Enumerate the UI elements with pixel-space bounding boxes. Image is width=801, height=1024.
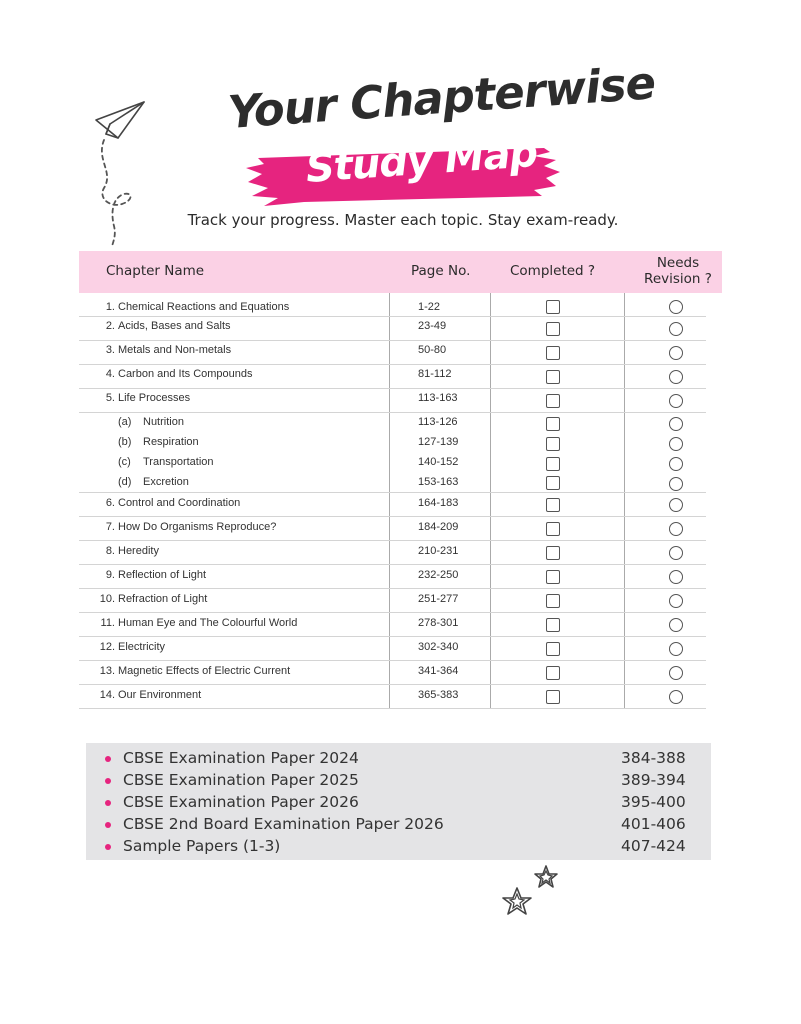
completed-checkbox[interactable]	[546, 642, 560, 656]
table-row	[79, 517, 706, 541]
table-header	[79, 251, 722, 293]
chapter-name: Carbon and Its Compounds	[118, 368, 253, 380]
revision-radio[interactable]	[669, 477, 683, 491]
completed-checkbox[interactable]	[546, 346, 560, 360]
table-row	[79, 365, 706, 389]
table-row	[79, 565, 706, 589]
chapter-number: 13.	[99, 665, 115, 677]
revision-radio[interactable]	[669, 570, 683, 584]
chapter-name: How Do Organisms Reproduce?	[118, 521, 277, 533]
chapter-number: 1.	[105, 301, 115, 313]
revision-radio[interactable]	[669, 346, 683, 360]
completed-checkbox[interactable]	[546, 522, 560, 536]
paper-pages: 389-394	[621, 771, 686, 789]
completed-checkbox[interactable]	[546, 322, 560, 336]
chapter-name: Refraction of Light	[118, 593, 208, 605]
table-row	[79, 613, 706, 637]
revision-radio[interactable]	[669, 322, 683, 336]
page-title: Your Chapterwise	[226, 56, 657, 139]
chapter-number: 14.	[99, 689, 115, 701]
list-item	[86, 771, 711, 793]
paper-pages: 395-400	[621, 793, 686, 811]
revision-radio[interactable]	[669, 370, 683, 384]
chapter-table	[79, 293, 706, 709]
table-row	[79, 637, 706, 661]
table-row	[79, 317, 706, 341]
subtopic-label: (b)	[118, 436, 132, 448]
chapter-number: 11.	[100, 617, 115, 629]
table-row	[79, 293, 706, 317]
page-range: 127-139	[418, 436, 459, 448]
list-item	[86, 793, 711, 815]
completed-checkbox[interactable]	[546, 437, 560, 451]
completed-checkbox[interactable]	[546, 457, 560, 471]
page-range: 210-231	[418, 545, 459, 557]
revision-radio[interactable]	[669, 522, 683, 536]
revision-radio[interactable]	[669, 618, 683, 632]
paper-name: CBSE Examination Paper 2025	[123, 771, 359, 789]
chapter-name: Our Environment	[118, 689, 202, 701]
chapter-number: 12.	[99, 641, 115, 653]
completed-checkbox[interactable]	[546, 690, 560, 704]
chapter-number: 9.	[105, 569, 115, 581]
chapter-name: Chemical Reactions and Equations	[118, 301, 290, 313]
chapter-name: Reflection of Light	[118, 569, 207, 581]
column-needs-revision-line1: Needs	[656, 255, 700, 271]
chapter-name: Heredity	[118, 545, 159, 557]
completed-checkbox[interactable]	[546, 618, 560, 632]
chapter-name: Control and Coordination	[118, 497, 241, 509]
page-range: 113-163	[418, 392, 458, 404]
column-completed: Completed ?	[510, 263, 596, 279]
subtopic-name: Nutrition	[143, 416, 184, 428]
list-item	[86, 815, 711, 837]
revision-radio[interactable]	[669, 546, 683, 560]
page-range: 50-80	[418, 344, 447, 356]
table-row	[79, 541, 706, 565]
table-row	[79, 389, 706, 413]
page-range: 113-126	[418, 416, 458, 428]
list-item	[86, 749, 711, 771]
subtopic-name: Transportation	[143, 456, 214, 468]
page-range: 184-209	[418, 521, 459, 533]
page-range: 365-383	[418, 689, 459, 701]
page-range: 341-364	[418, 665, 459, 677]
chapter-number: 2.	[105, 320, 115, 332]
completed-checkbox[interactable]	[546, 476, 560, 490]
paper-name: CBSE Examination Paper 2024	[123, 749, 359, 767]
paper-pages: 384-388	[621, 749, 686, 767]
subtopic-name: Excretion	[143, 476, 189, 488]
chapter-name: Life Processes	[118, 392, 191, 404]
chapter-number: 5.	[105, 392, 115, 404]
column-needs-revision-line2: Revision ?	[644, 271, 712, 287]
revision-radio[interactable]	[669, 666, 683, 680]
paper-pages: 407-424	[621, 837, 686, 855]
completed-checkbox[interactable]	[546, 300, 560, 314]
page-range: 23-49	[418, 320, 447, 332]
page-range: 1-22	[418, 301, 441, 313]
table-row	[79, 341, 706, 365]
exam-papers-box	[86, 743, 711, 860]
paper-name: CBSE 2nd Board Examination Paper 2026	[123, 815, 444, 833]
chapter-number: 4.	[105, 368, 115, 380]
chapter-number: 3.	[105, 344, 115, 356]
revision-radio[interactable]	[669, 594, 683, 608]
paper-name: Sample Papers (1-3)	[123, 837, 281, 855]
chapter-name: Metals and Non-metals	[118, 344, 232, 356]
page-range: 232-250	[418, 569, 459, 581]
subtopic-group	[79, 413, 706, 493]
chapter-name: Human Eye and The Colourful World	[118, 617, 298, 629]
completed-checkbox[interactable]	[546, 666, 560, 680]
page-range: 81-112	[418, 368, 452, 380]
subtopic-label: (a)	[118, 416, 132, 428]
page-subtitle-study-map: Study Map	[304, 129, 539, 192]
chapter-name: Electricity	[118, 641, 166, 653]
bullet-icon	[105, 844, 111, 850]
chapter-number: 10.	[99, 593, 115, 605]
page-range: 278-301	[418, 617, 459, 629]
bullet-icon	[105, 822, 111, 828]
chapter-name: Magnetic Effects of Electric Current	[118, 665, 291, 677]
page-range: 302-340	[418, 641, 459, 653]
bullet-icon	[105, 800, 111, 806]
revision-radio[interactable]	[669, 394, 683, 408]
table-row	[79, 589, 706, 613]
revision-radio[interactable]	[669, 437, 683, 451]
paper-pages: 401-406	[621, 815, 686, 833]
revision-radio[interactable]	[669, 498, 683, 512]
subtopic-label: (c)	[118, 456, 131, 468]
page-range: 140-152	[418, 456, 459, 468]
revision-radio[interactable]	[669, 300, 683, 314]
column-page-no: Page No.	[411, 263, 471, 279]
chapter-number: 6.	[105, 497, 115, 509]
revision-radio[interactable]	[669, 642, 683, 656]
table-row	[79, 685, 706, 709]
table-row	[79, 493, 706, 517]
page-range: 153-163	[418, 476, 459, 488]
table-row	[79, 661, 706, 685]
chapter-name: Acids, Bases and Salts	[118, 320, 231, 332]
completed-checkbox[interactable]	[546, 394, 560, 408]
completed-checkbox[interactable]	[546, 546, 560, 560]
revision-radio[interactable]	[669, 457, 683, 471]
completed-checkbox[interactable]	[546, 417, 560, 431]
completed-checkbox[interactable]	[546, 594, 560, 608]
chapter-number: 7.	[105, 521, 115, 533]
subtopic-label: (d)	[118, 476, 132, 488]
chapter-number: 8.	[105, 545, 115, 557]
doodle-stars-icon	[498, 862, 562, 922]
revision-radio[interactable]	[669, 690, 683, 704]
column-needs-revision	[634, 255, 722, 287]
completed-checkbox[interactable]	[546, 370, 560, 384]
tagline: Track your progress. Master each topic. Stay exam-ready.	[187, 211, 619, 229]
revision-radio[interactable]	[669, 417, 683, 431]
completed-checkbox[interactable]	[546, 570, 560, 584]
completed-checkbox[interactable]	[546, 498, 560, 512]
list-item	[86, 837, 711, 859]
paper-name: CBSE Examination Paper 2026	[123, 793, 359, 811]
page-range: 164-183	[418, 497, 459, 509]
bullet-icon	[105, 756, 111, 762]
subtopic-name: Respiration	[143, 436, 199, 448]
bullet-icon	[105, 778, 111, 784]
page-range: 251-277	[418, 593, 459, 605]
column-chapter-name: Chapter Name	[106, 263, 205, 279]
